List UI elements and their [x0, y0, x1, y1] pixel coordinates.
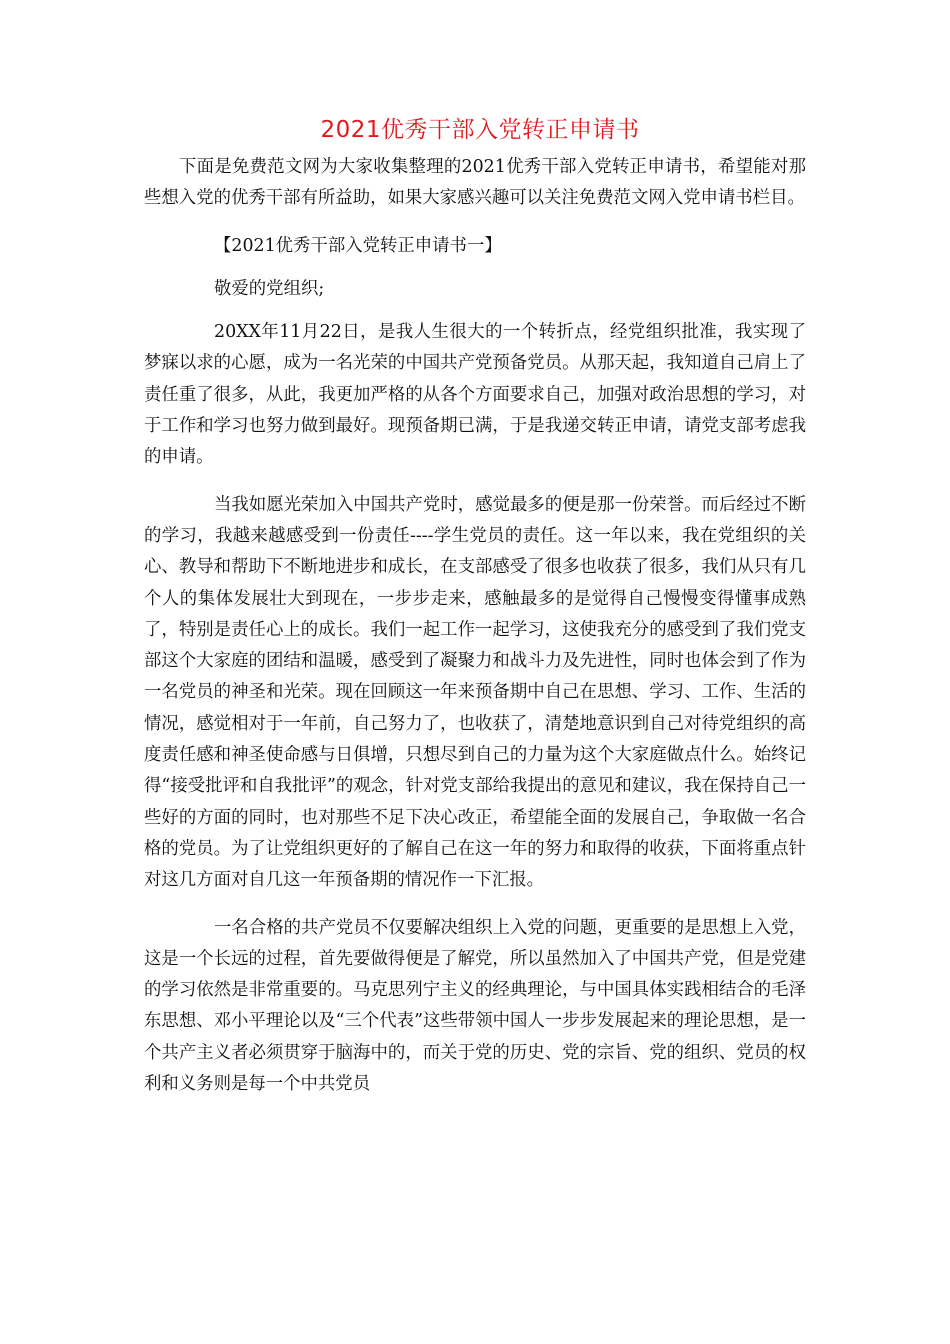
salutation: 敬爱的党组织;	[214, 278, 325, 299]
body-paragraph-1: 20XX年11月22日，是我人生很大的一个转折点，经党组织批准，我实现了梦寐以求的心愿，成为一名光荣的中国共产党预备党员。从那天起，我知道自己肩上了责任重了很多，从此，我更加严格的从各个方面要求自己，加强对政治思想的学习，对于工作和学习也努力做到最好。现预备期已满，于是我递交转正申请，请党支部考虑我的申请。	[144, 322, 806, 468]
document-body	[144, 112, 806, 1100]
body-paragraph-3: 一名合格的共产党员不仅要解决组织上入党的问题，更重要的是思想上入党，这是一个长远的过程，首先要做得便是了解党，所以虽然加入了中国共产党，但是党建的学习依然是非常重要的。马克思列宁主义的经典理论，与中国具体实践相结合的毛泽东思想、邓小平理论以及“三个代表”这些带领中国人一步步发展起来的理论思想，是一个共产主义者必须贯穿于脑海中的，而关于党的历史、党的宗旨、党的组织、党员的权利和义务则是每一个中共党员	[144, 917, 806, 1095]
section-heading: 【2021优秀干部入党转正申请书一】	[214, 235, 502, 256]
intro-paragraph: 下面是免费范文网为大家收集整理的2021优秀干部入党转正申请书，希望能对那些想入党的优秀干部有所益助，如果大家感兴趣可以关注免费范文网入党申请书栏目。	[144, 157, 806, 209]
document-title: 2021优秀干部入党转正申请书	[320, 117, 640, 143]
body-paragraph-2: 当我如愿光荣加入中国共产党时，感觉最多的便是那一份荣誉。而后经过不断的学习，我越来越感受到一份责任----学生党员的责任。这一年以来，我在党组织的关心、教导和帮助下不断地进步和成长，在支部感受了很多也收获了很多，我们从只有几个人的集体发展壮大到现在，一步步走来，感触最多的是觉得自己慢慢变得懂事成熟了，特别是责任心上的成长。我们一起工作一起学习，这使我充分的感受到了我们党支部这个大家庭的团结和温暖，感受到了凝聚力和战斗力及先进性，同时也体会到了作为一名党员的神圣和光荣。现在回顾这一年来预备期中自己在思想、学习、工作、生活的情况，感觉相对于一年前，自己努力了，也收获了，清楚地意识到自己对待党组织的高度责任感和神圣使命感与日俱增，只想尽到自己的力量为这个大家庭做点什么。始终记得“接受批评和自我批评”的观念，针对党支部给我提出的意见和建议，我在保持自己一些好的方面的同时，也对那些不足下决心改正，希望能全面的发展自己，争取做一名合格的党员。为了让党组织更好的了解自己在这一年的努力和取得的收获，下面将重点针对这几方面对自几这一年预备期的情况作一下汇报。	[144, 494, 806, 891]
